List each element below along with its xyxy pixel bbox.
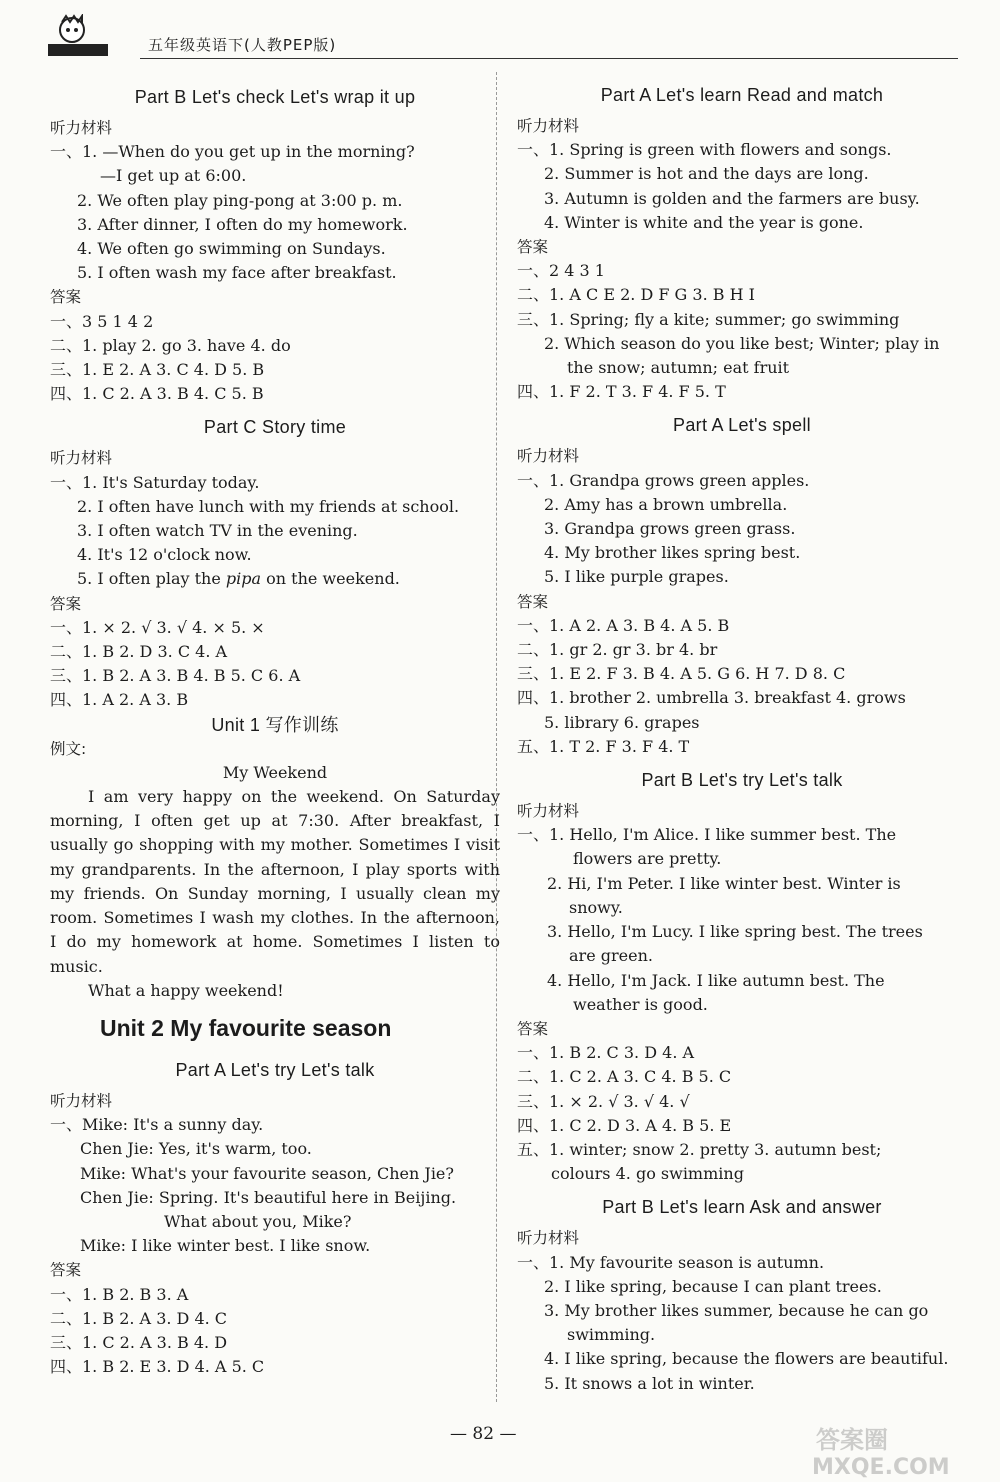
- brand-logo-icon: [48, 14, 108, 56]
- text-line: 4. It's 12 o'clock now.: [77, 545, 252, 565]
- section-title: Part B Let's check Let's wrap it up: [134, 87, 416, 107]
- text-line: 2. Amy has a brown umbrella.: [544, 494, 788, 514]
- text-line: 一、1. Spring is green with flowers and songs.: [517, 140, 892, 160]
- listening-label: 听力材料: [517, 117, 580, 135]
- answer-line: 五、1. T 2. F 3. F 4. T: [517, 736, 690, 756]
- answer-line: 三、1. B 2. A 3. B 4. B 5. C 6. A: [50, 666, 301, 686]
- text-line: Mike: I like winter best. I like snow.: [80, 1236, 371, 1256]
- text-line: 4. Winter is white and the year is gone.: [544, 212, 864, 232]
- text-line: 2. Hi, I'm Peter. I like winter best. Winter is: [547, 873, 901, 893]
- answer-label: 答案: [517, 1019, 549, 1038]
- answer-label: 答案: [517, 592, 549, 611]
- answer-line: 四、1. B 2. E 3. D 4. A 5. C: [50, 1357, 265, 1377]
- answer-label: 答案: [50, 594, 82, 613]
- answer-line: 四、1. A 2. A 3. B: [50, 690, 189, 710]
- answer-line: 三、1. Spring; fly a kite; summer; go swimming: [517, 309, 900, 329]
- text-line: 3. Hello, I'm Lucy. I like spring best. The trees: [547, 922, 923, 942]
- answer-line: 5. library 6. grapes: [544, 712, 700, 732]
- answer-line: 一、1. A 2. A 3. B 4. A 5. B: [517, 615, 730, 635]
- right-column: [517, 72, 967, 1396]
- answer-line: 四、1. C 2. D 3. A 4. B 5. E: [517, 1115, 732, 1135]
- text-line: 3. After dinner, I often do my homework.: [77, 214, 408, 234]
- answer-line: 二、1. B 2. A 3. D 4. C: [50, 1308, 228, 1328]
- section-title: Part B Let's try Let's talk: [641, 770, 843, 791]
- text-line: What about you, Mike?: [164, 1211, 352, 1231]
- answer-line: 一、1. B 2. C 3. D 4. A: [517, 1043, 695, 1063]
- watermark-icon: [810, 1420, 990, 1478]
- answer-line: 二、1. play 2. go 3. have 4. do: [50, 335, 291, 355]
- answer-line: 三、1. × 2. √ 3. √ 4. √: [517, 1091, 690, 1111]
- listening-label: 听力材料: [50, 449, 113, 468]
- text-line: 3. I often watch TV in the evening.: [77, 521, 358, 541]
- answer-line: 三、1. E 2. A 3. C 4. D 5. B: [50, 360, 265, 380]
- text-line: 4. I like spring, because the flowers are beautiful.: [544, 1349, 949, 1369]
- section-title: Part C Story time: [203, 417, 347, 438]
- unit-title: Unit 2 My favourite season: [100, 1014, 392, 1041]
- header-rule: [140, 58, 958, 59]
- text-line: 3. Grandpa grows green grass.: [544, 519, 796, 539]
- listening-label: 听力材料: [50, 1091, 113, 1110]
- text-line: Chen Jie: Spring. It's beautiful here in Beijing.: [80, 1187, 457, 1207]
- answer-line: 二、1. C 2. A 3. C 4. B 5. C: [517, 1067, 732, 1087]
- text-line: [50, 567, 500, 591]
- text-line: 2. I like spring, because I can plant trees.: [544, 1276, 882, 1296]
- page-number: — 82 —: [450, 1424, 517, 1444]
- text-line: 4. We often go swimming on Sundays.: [77, 239, 386, 259]
- answer-line: 二、1. B 2. D 3. C 4. A: [50, 642, 228, 662]
- answer-line: 2. Which season do you like best; Winter; play in: [544, 333, 940, 353]
- svg-text:答案圈: 答案圈: [816, 1426, 888, 1454]
- text-line: 5. I like purple grapes.: [544, 567, 729, 587]
- text-line: —I get up at 6:00.: [100, 166, 247, 186]
- answer-label: 答案: [50, 1261, 82, 1280]
- text-line: 2. Summer is hot and the days are long.: [544, 164, 869, 184]
- text-line: 2. We often play ping-pong at 3:00 p. m.: [77, 190, 403, 210]
- essay-paragraph: I am very happy on the weekend. On Saturday morning, I often get up at 7:30. After breakfast, I usually go shopping with my mother. Sometimes I visit my grandparents. In the afternoon, I play sports with my friends. On Sunday morning, I usually clean my room. Sometimes I wash my clothes. In the afternoon, I do my homework at home. Sometimes I listen to music.: [50, 787, 500, 976]
- text-line: are green.: [569, 946, 653, 966]
- text-line: 3. Autumn is golden and the farmers are busy.: [544, 188, 920, 208]
- text-line: 一、Mike: It's a sunny day.: [50, 1115, 264, 1135]
- header-title: 五年级英语下(人教PEP版): [148, 36, 337, 54]
- text-line: 一、1. Grandpa grows green apples.: [517, 470, 810, 490]
- listening-label: 听力材料: [517, 447, 580, 466]
- section-title: Part A Let's spell: [673, 415, 811, 436]
- listening-label: 听力材料: [50, 119, 113, 137]
- section-title: Unit 1 写作训练: [211, 714, 339, 735]
- answer-label: 答案: [50, 288, 82, 307]
- answer-line: 三、1. C 2. A 3. B 4. D: [50, 1332, 228, 1352]
- answer-line: 二、1. A C E 2. D F G 3. B H I: [517, 285, 755, 305]
- sample-label: 例文:: [50, 739, 87, 758]
- answer-line: colours 4. go swimming: [551, 1164, 744, 1184]
- text-line: Chen Jie: Yes, it's warm, too.: [80, 1139, 312, 1159]
- listening-label: 听力材料: [517, 802, 580, 821]
- section-title: Part A Let's learn Read and match: [600, 85, 884, 105]
- text-line: flowers are pretty.: [573, 849, 722, 869]
- text-line: 4. My brother likes spring best.: [544, 543, 801, 563]
- text-part: on the weekend.: [261, 569, 400, 589]
- svg-text:MXQE.COM: MXQE.COM: [812, 1455, 950, 1478]
- text-line: 5. It snows a lot in winter.: [544, 1373, 755, 1393]
- essay-title: My Weekend: [222, 762, 328, 782]
- answer-line: 一、3 5 1 4 2: [50, 311, 154, 331]
- text-line: 一、1. It's Saturday today.: [50, 472, 260, 492]
- text-line: 4. Hello, I'm Jack. I like autumn best. The: [547, 970, 885, 990]
- text-line: 一、1. —When do you get up in the morning?: [50, 142, 415, 162]
- italic-word: pipa: [225, 569, 262, 589]
- answer-line: 四、1. F 2. T 3. F 4. F 5. T: [517, 382, 726, 402]
- answer-line: 四、1. brother 2. umbrella 3. breakfast 4. grows: [517, 688, 906, 708]
- section-title: Part A Let's try Let's talk: [175, 1059, 375, 1080]
- text-line: Mike: What's your favourite season, Chen Jie?: [80, 1163, 454, 1183]
- text-line: 一、1. My favourite season is autumn.: [517, 1252, 825, 1272]
- answer-line: 一、2 4 3 1: [517, 261, 605, 281]
- text-line: snowy.: [569, 897, 623, 917]
- text-line: swimming.: [567, 1325, 656, 1345]
- text-line: 2. I often have lunch with my friends at school.: [77, 496, 460, 516]
- answer-line: the snow; autumn; eat fruit: [567, 358, 790, 378]
- essay-ending: What a happy weekend!: [88, 980, 284, 1000]
- section-title: Part B Let's learn Ask and answer: [602, 1197, 882, 1218]
- left-column: [50, 72, 500, 1379]
- answer-line: 一、1. × 2. √ 3. √ 4. × 5. ×: [50, 617, 265, 637]
- listening-label: 听力材料: [517, 1229, 580, 1248]
- answer-line: 四、1. C 2. A 3. B 4. C 5. B: [50, 384, 264, 404]
- text-line: 5. I often wash my face after breakfast.: [77, 263, 397, 283]
- answer-line: 二、1. gr 2. gr 3. br 4. br: [517, 640, 718, 660]
- text-line: weather is good.: [573, 994, 708, 1014]
- text-part: 5. I often play the: [77, 569, 226, 589]
- page-header: [48, 14, 958, 58]
- answer-line: 三、1. E 2. F 3. B 4. A 5. G 6. H 7. D 8. C: [517, 664, 846, 684]
- answer-line: 五、1. winter; snow 2. pretty 3. autumn best;: [517, 1139, 882, 1159]
- text-line: 3. My brother likes summer, because he can go: [544, 1300, 929, 1320]
- text-line: 一、1. Hello, I'm Alice. I like summer best. The: [517, 825, 897, 845]
- answer-line: 一、1. B 2. B 3. A: [50, 1284, 189, 1304]
- answer-label: 答案: [517, 238, 549, 257]
